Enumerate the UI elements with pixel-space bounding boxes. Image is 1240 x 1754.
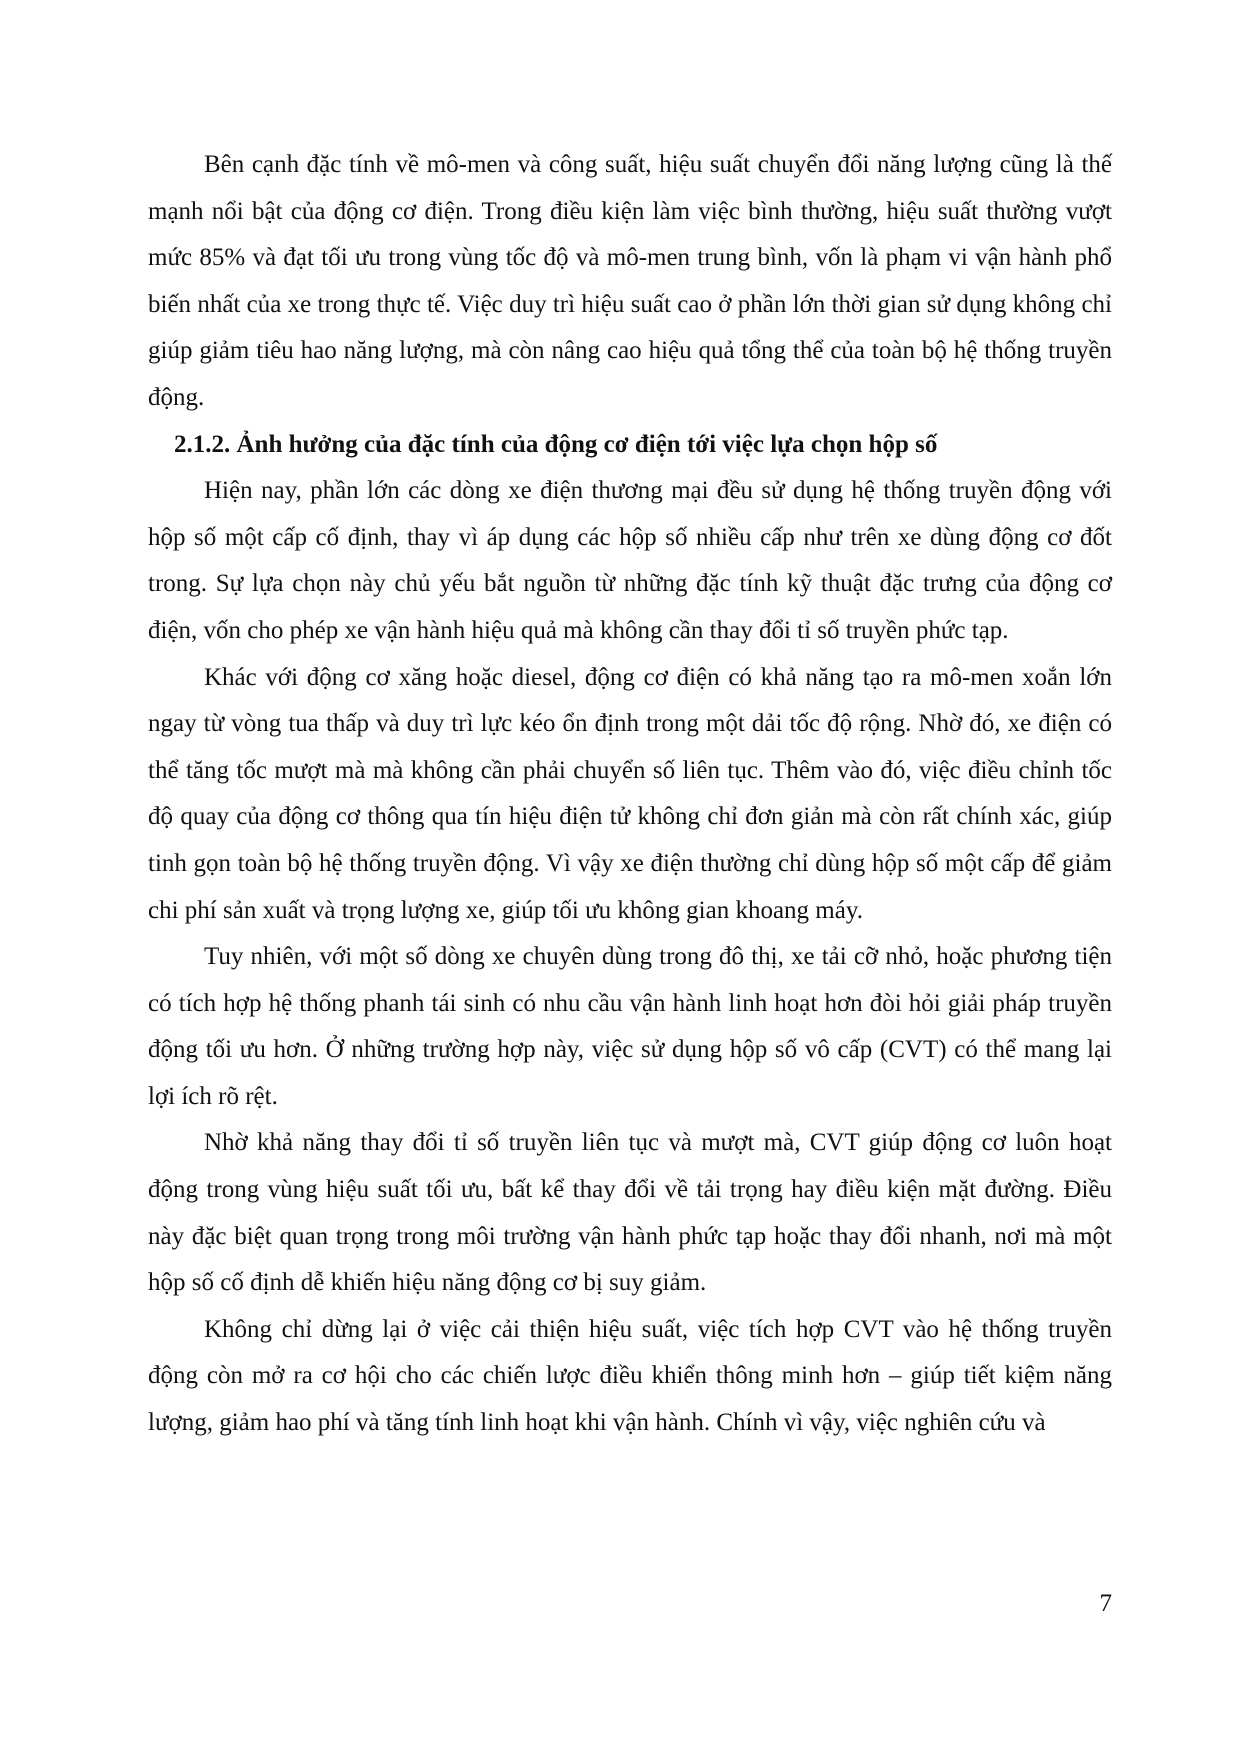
paragraph-cvt-control: Không chỉ dừng lại ở việc cải thiện hiệu suất, việc tích hợp CVT vào hệ thống truyền động còn mở ra cơ hội cho các chiến lược điều khiển thông minh hơn – giúp tiết kiệm năng lượng, giảm hao phí và tăng tính linh hoạt khi vận hành. Chính vì vậy, việc nghiên cứu và (148, 1315, 1112, 1437)
paragraph-torque: Khác với động cơ xăng hoặc diesel, động cơ điện có khả năng tạo ra mô-men xoắn lớn ngay từ vòng tua thấp và duy trì lực kéo ổn định trong một dải tốc độ rộng. Nhờ đó, xe điện có thể tăng tốc mượt mà mà không cần phải chuyển số liên tục. Thêm vào đó, việc điều chỉnh tốc độ quay của động cơ thông qua tín hiệu điện tử không chỉ đơn giản mà còn rất chính xác, giúp tinh gọn toàn bộ hệ thống truyền động. Vì vậy xe điện thường chỉ dùng hộp số một cấp để giảm chi phí sản xuất và trọng lượng xe, giúp tối ưu không gian khoang máy. (148, 663, 1112, 924)
page-number: 7 (1099, 1590, 1112, 1617)
paragraph-efficiency: Bên cạnh đặc tính về mô-men và công suất, hiệu suất chuyển đổi năng lượng cũng là thế mạnh nổi bật của động cơ điện. Trong điều kiện làm việc bình thường, hiệu suất thường vượt mức 85% và đạt tối ưu trong vùng tốc độ và mô-men trung bình, vốn là phạm vi vận hành phổ biến nhất của xe trong thực tế. Việc duy trì hiệu suất cao ở phần lớn thời gian sử dụng không chỉ giúp giảm tiêu hao năng lượng, mà còn nâng cao hiệu quả tổng thể của toàn bộ hệ thống truyền động. (148, 151, 1112, 411)
paragraph-single-speed: Hiện nay, phần lớn các dòng xe điện thương mại đều sử dụng hệ thống truyền động với hộp số một cấp cố định, thay vì áp dụng các hộp số nhiều cấp như trên xe dùng động cơ đốt trong. Sự lựa chọn này chủ yếu bắt nguồn từ những đặc tính kỹ thuật đặc trưng của động cơ điện, vốn cho phép xe vận hành hiệu quả mà không cần thay đổi tỉ số truyền phức tạp. (148, 477, 1112, 644)
paragraph-cvt-applications: Tuy nhiên, với một số dòng xe chuyên dùng trong đô thị, xe tải cỡ nhỏ, hoặc phương tiện có tích hợp hệ thống phanh tái sinh có nhu cầu vận hành linh hoạt hơn đòi hỏi giải pháp truyền động tối ưu hơn. Ở những trường hợp này, việc sử dụng hộp số vô cấp (CVT) có thể mang lại lợi ích rõ rệt. (148, 943, 1112, 1110)
section-heading: 2.1.2. Ảnh hưởng của đặc tính của động cơ điện tới việc lựa chọn hộp số (174, 430, 938, 458)
page-body (148, 142, 1112, 1447)
paragraph-cvt-benefits: Nhờ khả năng thay đổi tỉ số truyền liên tục và mượt mà, CVT giúp động cơ luôn hoạt động trong vùng hiệu suất tối ưu, bất kể thay đổi về tải trọng hay điều kiện mặt đường. Điều này đặc biệt quan trọng trong môi trường vận hành phức tạp hoặc thay đổi nhanh, nơi mà một hộp số cố định dễ khiến hiệu năng động cơ bị suy giảm. (148, 1129, 1112, 1297)
